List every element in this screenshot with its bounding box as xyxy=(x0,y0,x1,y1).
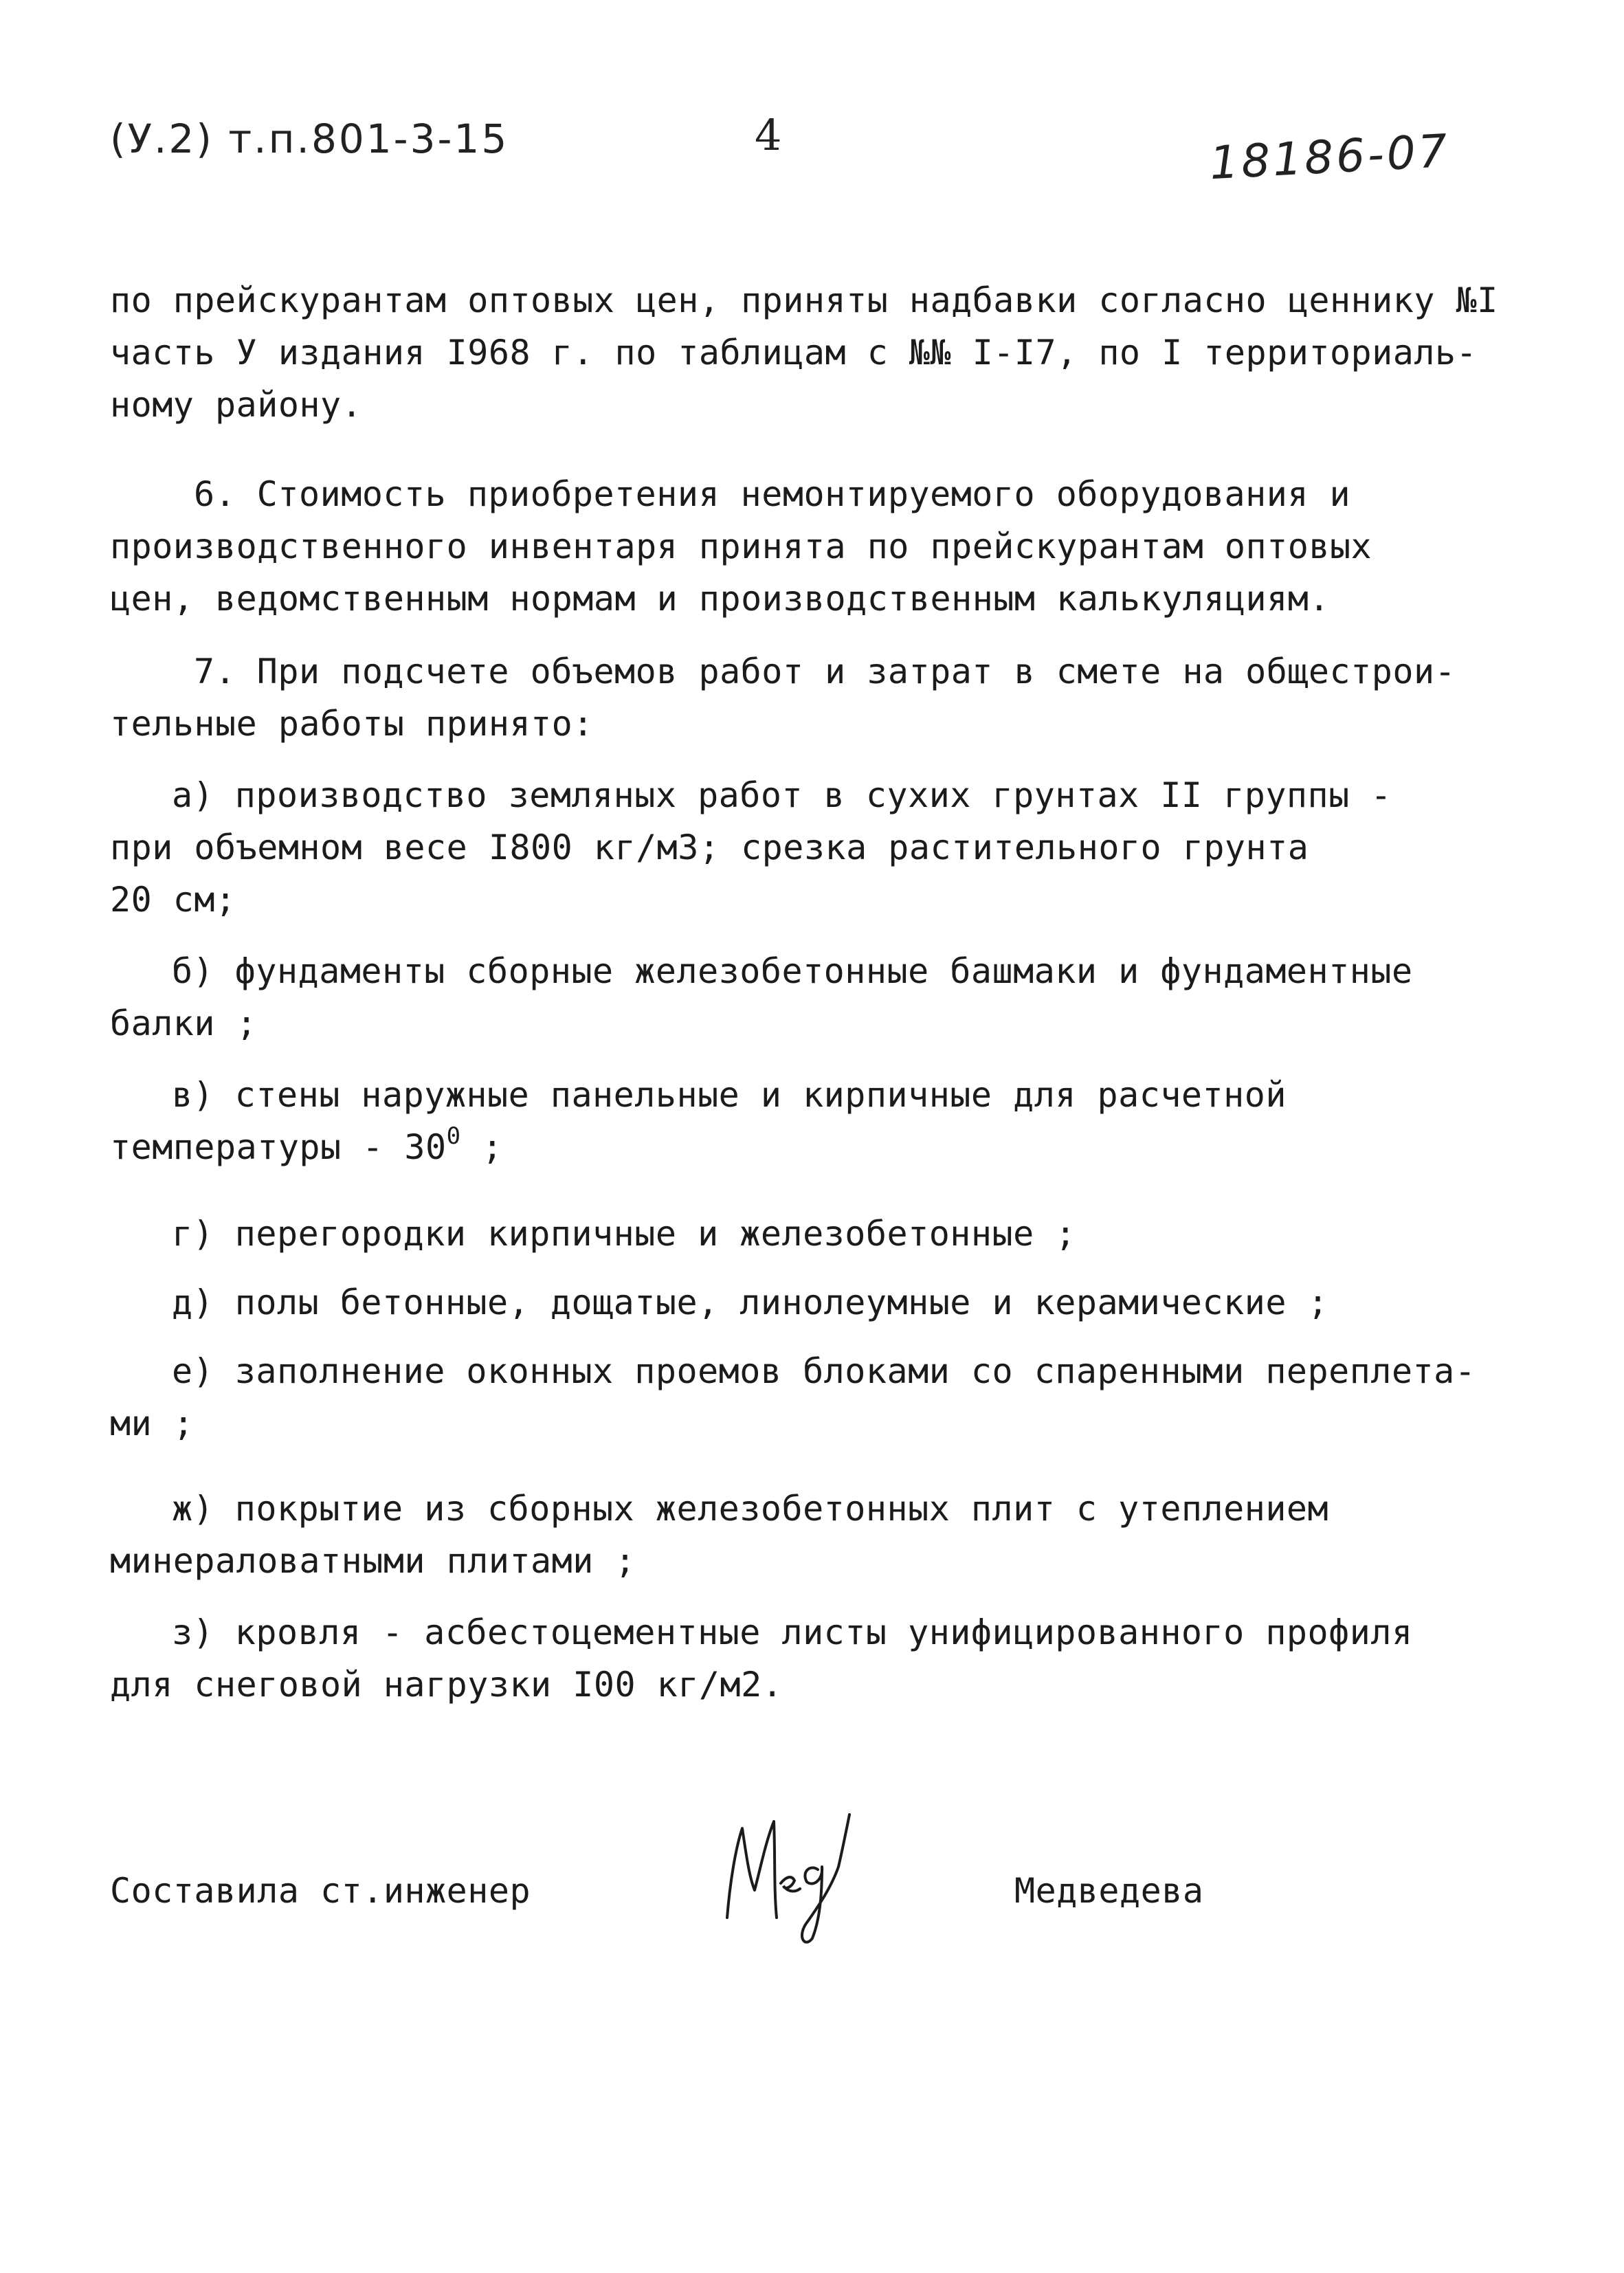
item-a-line-2: при объемном весе I800 кг/м3; срезка растительного грунта xyxy=(110,828,1309,867)
item-zh-line-2: минераловатными плитами ; xyxy=(110,1541,636,1581)
degree-superscript: 0 xyxy=(446,1122,461,1150)
intro-line-1: по прейскурантам оптовых цен, приняты надбавки согласно ценнику №I xyxy=(110,280,1498,320)
p7-line-2: тельные работы принято: xyxy=(110,704,594,744)
item-g-line-1: г) перегородки кирпичные и железобетонные ; xyxy=(172,1214,1076,1254)
item-z-line-2: для снеговой нагрузки I00 кг/м2. xyxy=(110,1665,783,1705)
item-a-line-3: 20 см; xyxy=(110,880,236,920)
item-b-line-2: балки ; xyxy=(110,1004,258,1043)
item-e-line-2: ми ; xyxy=(110,1404,194,1443)
handwritten-signature xyxy=(715,1801,880,1952)
p6-line-1: 6. Стоимость приобретения немонтируемого оборудования и xyxy=(194,474,1351,514)
item-a-line-1: а) производство земляных работ в сухих грунтах II группы - xyxy=(172,775,1392,815)
item-z-line-1: з) кровля - асбестоцементные листы унифицированного профиля xyxy=(172,1612,1413,1652)
p7-line-1: 7. При подсчете объемов работ и затрат в смете на общестрои- xyxy=(194,652,1456,691)
inventory-number: 18186-07 xyxy=(1208,124,1451,190)
document-code: (У.2) т.п.801-3-15 xyxy=(110,115,509,162)
item-v-line-2 xyxy=(110,1122,503,1167)
compiled-by-label: Составила ст.инженер xyxy=(110,1871,531,1911)
item-v-line-1: в) стены наружные панельные и кирпичные для расчетной xyxy=(172,1075,1287,1115)
intro-line-3: ному району. xyxy=(110,385,363,425)
item-b-line-1: б) фундаменты сборные железобетонные башмаки и фундаментные xyxy=(172,951,1413,991)
item-d-line-1: д) полы бетонные, дощатые, линолеумные и керамические ; xyxy=(172,1283,1329,1322)
page-number: 4 xyxy=(755,110,782,160)
p6-line-2: производственного инвентаря принята по прейскурантам оптовых xyxy=(110,526,1372,566)
item-e-line-1: е) заполнение оконных проемов блоками со спаренными переплета- xyxy=(172,1351,1476,1391)
item-v-line-2-text: температуры - 30 xyxy=(110,1127,447,1167)
item-v-line-2-end: ; xyxy=(460,1127,503,1167)
item-zh-line-1: ж) покрытие из сборных железобетонных плит с утеплением xyxy=(172,1489,1329,1529)
intro-line-2: часть У издания I968 г. по таблицам с №№ I-I7, по I территориаль- xyxy=(110,333,1478,373)
signer-name: Медведева xyxy=(1014,1871,1204,1911)
p6-line-3: цен, ведомственным нормам и производственным калькуляциям. xyxy=(110,579,1330,619)
